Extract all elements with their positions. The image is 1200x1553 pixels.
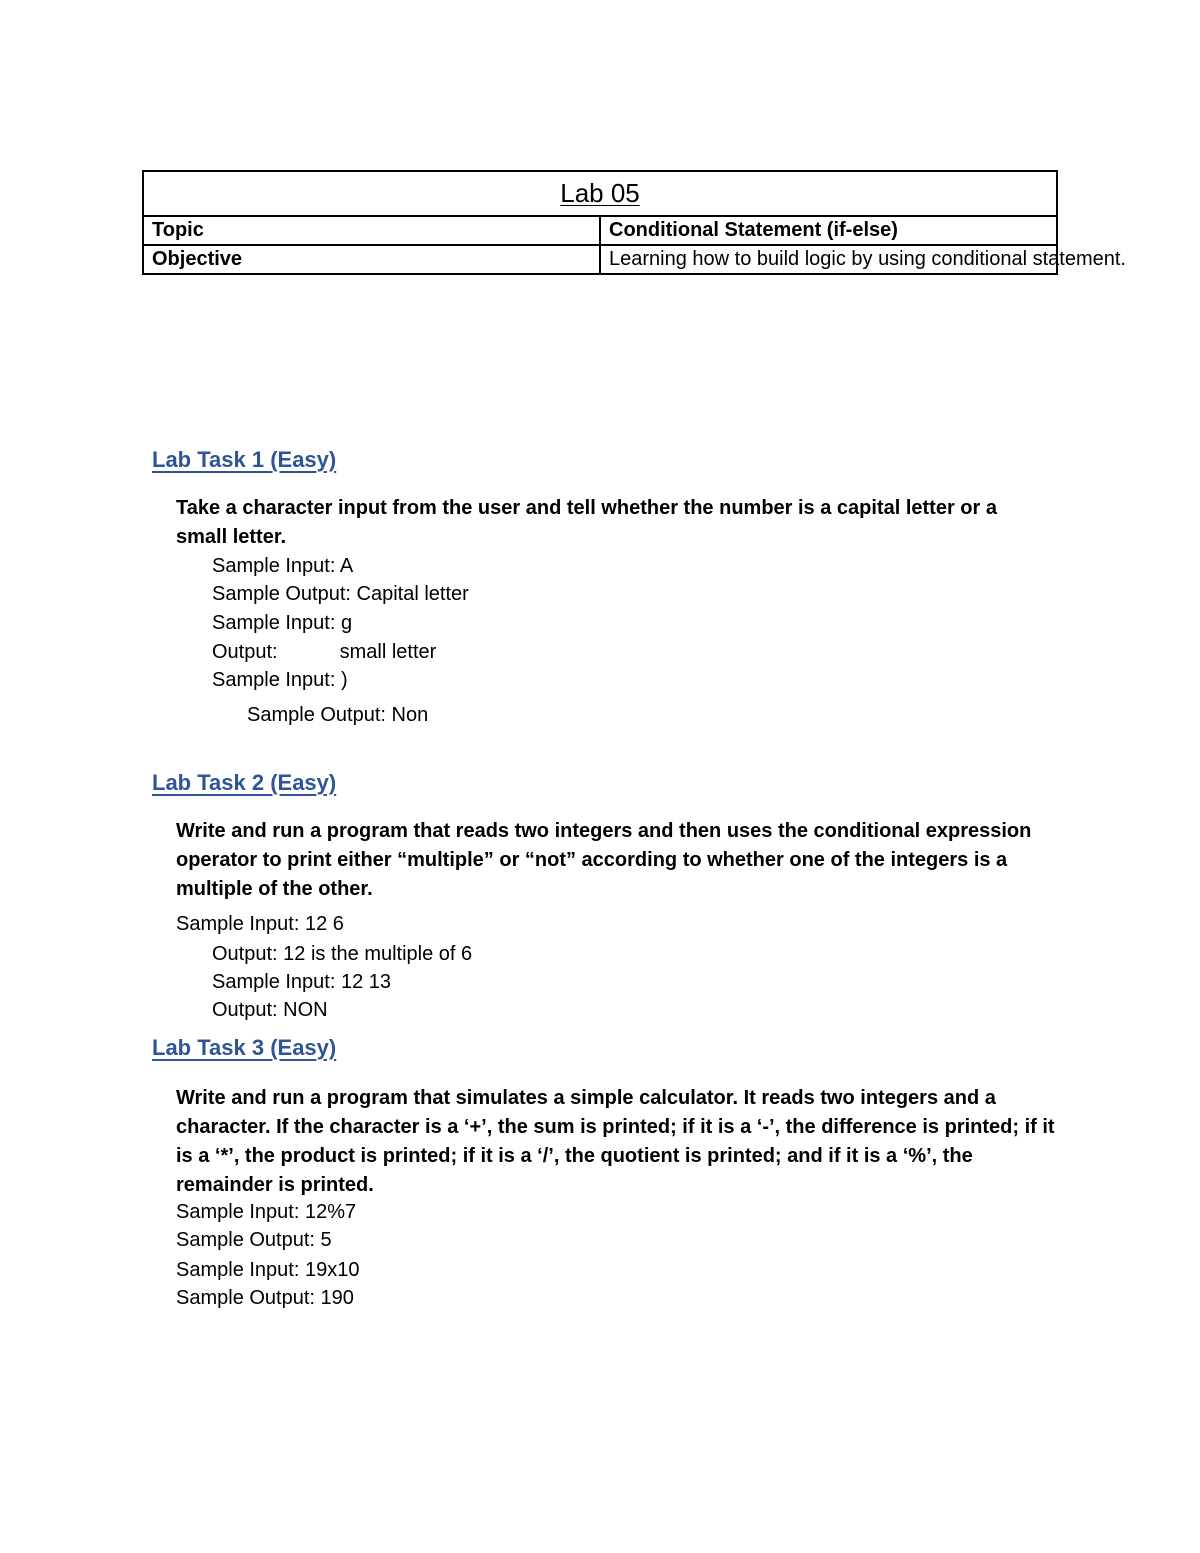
task-3-heading: Lab Task 3 (Easy) bbox=[152, 1035, 337, 1060]
task-1-sample-4-label: Output: bbox=[212, 641, 278, 663]
task-1-heading: Lab Task 1 (Easy) bbox=[152, 447, 337, 472]
objective-label: Objective bbox=[143, 245, 600, 274]
task-1-sample-1: Sample Input: A bbox=[212, 555, 354, 577]
task-1-sample-5: Sample Input: ) bbox=[212, 669, 348, 691]
task-3-sample-2: Sample Output: 5 bbox=[176, 1229, 332, 1251]
topic-label: Topic bbox=[143, 216, 600, 245]
task-1-sample-4-value: small letter bbox=[339, 641, 437, 663]
task-3-sample-4: Sample Output: 190 bbox=[176, 1287, 354, 1309]
title-row bbox=[143, 171, 1057, 216]
task-2-sample-3: Sample Input: 12 13 bbox=[212, 971, 392, 993]
task-2-sample-1: Sample Input: 12 6 bbox=[176, 913, 344, 935]
task-3-sample-1: Sample Input: 12%7 bbox=[176, 1201, 357, 1223]
task-2-heading: Lab Task 2 (Easy) bbox=[152, 770, 337, 795]
task-2-sample-4: Output: NON bbox=[212, 999, 328, 1021]
lab-title bbox=[143, 171, 1057, 216]
objective-row bbox=[143, 245, 1057, 274]
lab-title-text: Lab 05 bbox=[560, 178, 640, 208]
task-3-description: Write and run a program that simulates a simple calculator. It reads two integers and a character. If the character is a ‘+’, the sum is printed; if it is a ‘-’, the difference is printed; if it is a ‘*’, the product is printed; if it is a ‘/’, the quotient is printed; and if it is a ‘%’, the remainder is printed. bbox=[176, 1087, 1055, 1196]
topic-value: Conditional Statement (if-else) bbox=[600, 216, 1057, 245]
objective-value: Learning how to build logic by using conditional statement. bbox=[600, 245, 1057, 274]
topic-row bbox=[143, 216, 1057, 245]
task-2-sample-2: Output: 12 is the multiple of 6 bbox=[212, 943, 473, 965]
task-1-description: Take a character input from the user and tell whether the number is a capital letter or a small letter. bbox=[176, 497, 997, 548]
task-3-sample-3: Sample Input: 19x10 bbox=[176, 1259, 360, 1281]
task-1-sample-3: Sample Input: g bbox=[212, 612, 353, 634]
task-2-description: Write and run a program that reads two integers and then uses the conditional expression operator to print either “multiple” or “not” according to whether one of the integers is a multiple of the other. bbox=[176, 820, 1032, 900]
lab-header-table bbox=[142, 170, 1126, 275]
task-1-sample-4 bbox=[212, 638, 436, 667]
task-1-sample-6: Sample Output: Non bbox=[247, 704, 429, 726]
task-1-sample-2: Sample Output: Capital letter bbox=[212, 583, 469, 605]
